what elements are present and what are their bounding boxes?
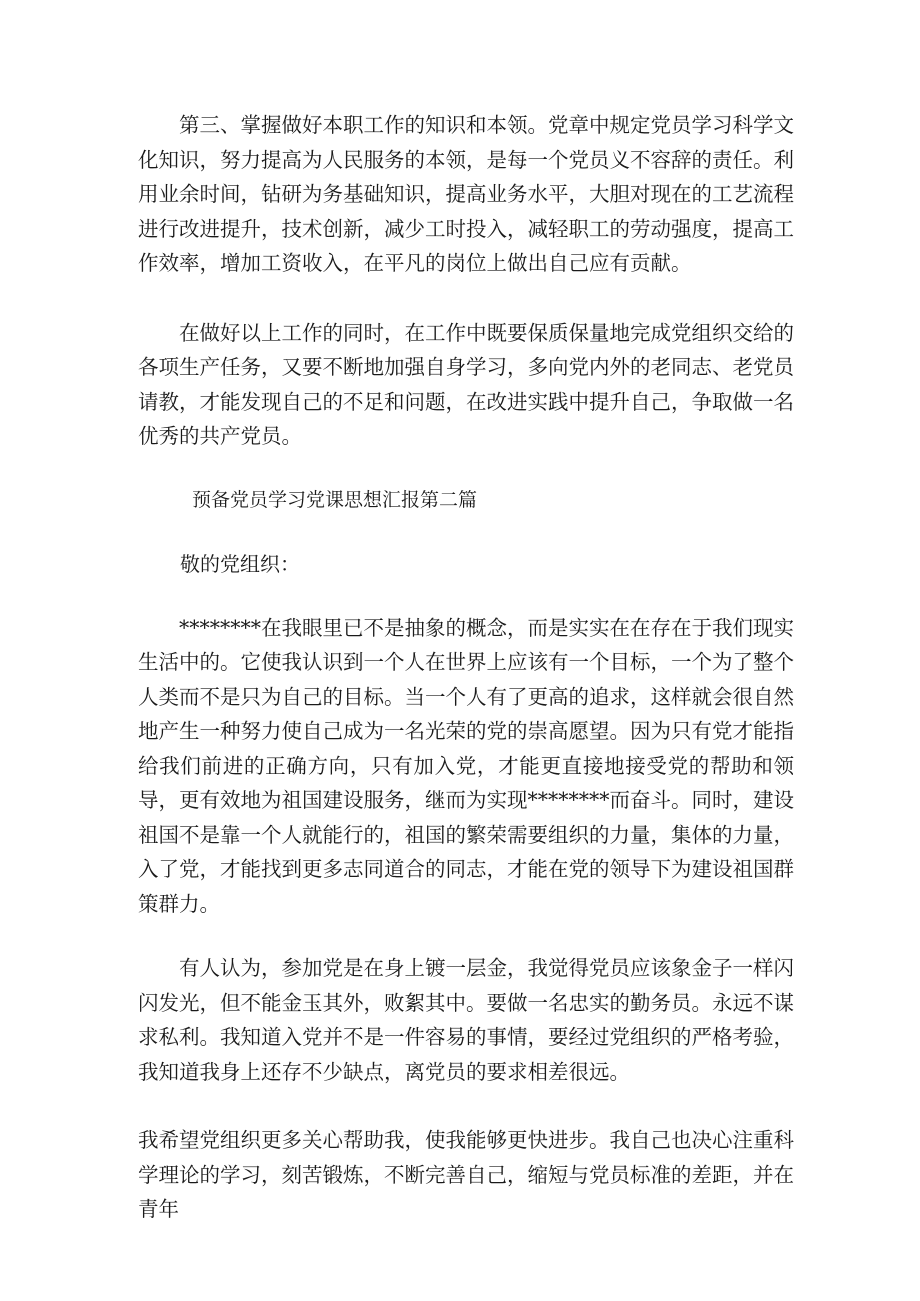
paragraph-spacer xyxy=(138,581,794,611)
paragraph-5: 我希望党组织更多关心帮助我，使我能够更快进步。我自己也决心注重科学理论的学习，刻苦锻炼，不断完善自己，缩短与党员标准的差距，并在青年 xyxy=(138,1128,794,1221)
paragraph-spacer xyxy=(138,517,794,547)
paragraph-spacer xyxy=(138,921,794,951)
paragraph-spacer xyxy=(138,454,794,483)
paragraph-spacer xyxy=(138,281,794,316)
paragraph-2: 在做好以上工作的同时，在工作中既要保质保量地完成党组织交给的各项生产任务，又要不断地加强自身学习，多向党内外的老同志、老党员请教，才能发现自己的不足和问题，在改进实践中提升自己，争取做一名优秀的共产党员。 xyxy=(138,320,794,448)
paragraph-spacer xyxy=(138,1089,794,1123)
paragraph-4: 有人认为，参加党是在身上镀一层金，我觉得党员应该象金子一样闪闪发光，但不能金玉其外，败絮其中。要做一名忠实的勤务员。永远不谋求私利。我知道入党并不是一件容易的事情，要经过党组织的严格考验，我知道我身上还存不少缺点，离党员的要求相差很远。 xyxy=(138,956,794,1084)
paragraph-1: 第三、掌握做好本职工作的知识和本领。党章中规定党员学习科学文化知识，努力提高为人民服务的本领，是每一个党员义不容辞的责任。利用业余时间，钻研为务基础知识，提高业务水平，大胆对现在的工艺流程进行改进提升，技术创新，减少工时投入，减轻职工的劳动强度，提高工作效率，增加工资收入，在平凡的岗位上做出自己应有贡献。 xyxy=(138,113,794,275)
paragraph-3: ********在我眼里已不是抽象的概念，而是实实在在存在于我们现实生活中的。它使我认识到一个人在世界上应该有一个目标，一个为了整个人类而不是只为自己的目标。当一个人有了更高的追求，这样就会很自然地产生一种努力使自己成为一名光荣的党的崇高愿望。因为只有党才能指给我们前进的正确方向，只有加入党，才能更直接地接受党的帮助和领导，更有效地为祖国建设服务，继而为实现********而奋斗。同时，建设祖国不是靠一个人就能行的，祖国的繁荣需要组织的力量，集体的力量，入了党，才能找到更多志同道合的同志，才能在党的领导下为建设祖国群策群力。 xyxy=(138,615,794,916)
section-title: 预备党员学习党课思想汇报第二篇 xyxy=(192,488,478,511)
salutation: 敬的党组织： xyxy=(180,551,300,576)
document-page xyxy=(138,108,794,1227)
